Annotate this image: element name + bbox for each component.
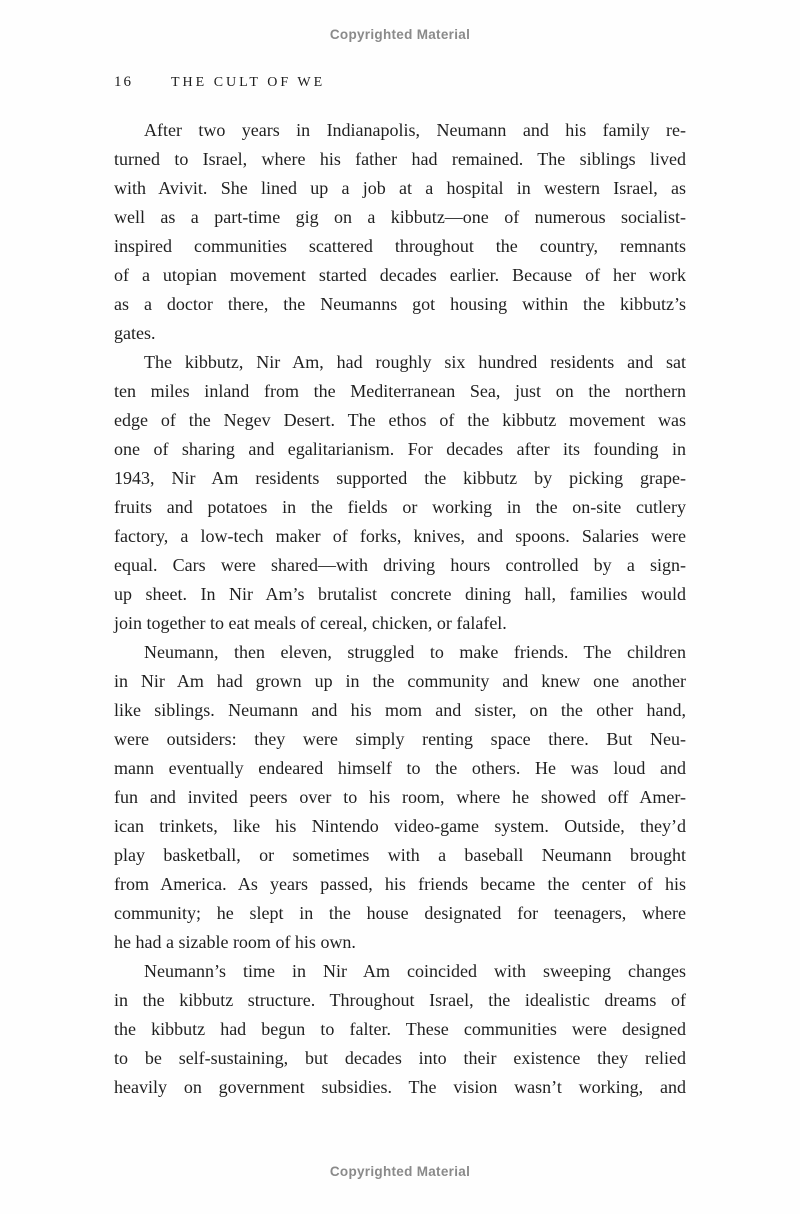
text-line: in the kibbutz structure. Throughout Israel, the idealistic dreams of <box>114 990 686 1010</box>
copyright-notice-bottom: Copyrighted Material <box>329 1164 471 1179</box>
text-line: he had a sizable room of his own. <box>114 932 356 952</box>
text-line: gates. <box>114 323 156 343</box>
paragraph <box>114 116 686 348</box>
text-line: play basketball, or sometimes with a baseball Neumann brought <box>114 845 686 865</box>
page-number: 16 <box>114 74 133 90</box>
text-line: ican trinkets, like his Nintendo video-game system. Outside, they’d <box>114 816 686 836</box>
text-line: fruits and potatoes in the fields or working in the on-site cutlery <box>114 497 686 517</box>
text-line: After two years in Indianapolis, Neumann and his family re- <box>144 120 686 140</box>
text-line: edge of the Negev Desert. The ethos of the kibbutz movement was <box>114 410 686 430</box>
text-line: well as a part-time gig on a kibbutz—one of numerous socialist- <box>114 207 686 227</box>
text-line: were outsiders: they were simply renting space there. But Neu- <box>114 729 686 749</box>
text-line: the kibbutz had begun to falter. These communities were designed <box>114 1019 686 1039</box>
text-line: mann eventually endeared himself to the others. He was loud and <box>114 758 686 778</box>
text-line: 1943, Nir Am residents supported the kibbutz by picking grape- <box>114 468 686 488</box>
text-line: of a utopian movement started decades earlier. Because of her work <box>114 265 686 285</box>
text-line: Neumann, then eleven, struggled to make friends. The children <box>144 642 686 662</box>
paragraph <box>114 957 686 1102</box>
text-line: fun and invited peers over to his room, where he showed off Amer- <box>114 787 686 807</box>
text-line: heavily on government subsidies. The vision wasn’t working, and <box>114 1077 686 1097</box>
paragraph <box>114 638 686 957</box>
text-line: equal. Cars were shared—with driving hours controlled by a sign- <box>114 555 686 575</box>
text-line: turned to Israel, where his father had remained. The siblings lived <box>114 149 686 169</box>
text-line: in Nir Am had grown up in the community and knew one another <box>114 671 686 691</box>
text-line: like siblings. Neumann and his mom and sister, on the other hand, <box>114 700 686 720</box>
copyright-notice-top: Copyrighted Material <box>329 27 471 42</box>
text-line: up sheet. In Nir Am’s brutalist concrete dining hall, families would <box>114 584 686 604</box>
text-line: ten miles inland from the Mediterranean Sea, just on the northern <box>114 381 686 401</box>
text-line: The kibbutz, Nir Am, had roughly six hundred residents and sat <box>144 352 686 372</box>
text-line: inspired communities scattered throughout the country, remnants <box>114 236 686 256</box>
text-line: to be self-sustaining, but decades into their existence they relied <box>114 1048 686 1068</box>
text-line: one of sharing and egalitarianism. For decades after its founding in <box>114 439 686 459</box>
paragraph <box>114 348 686 638</box>
text-line: Neumann’s time in Nir Am coincided with sweeping changes <box>144 961 686 981</box>
text-line: from America. As years passed, his friends became the center of his <box>114 874 686 894</box>
running-header <box>114 74 325 91</box>
book-title: THE CULT OF WE <box>171 75 326 90</box>
text-line: community; he slept in the house designated for teenagers, where <box>114 903 686 923</box>
text-line: with Avivit. She lined up a job at a hospital in western Israel, as <box>114 178 686 198</box>
text-line: as a doctor there, the Neumanns got housing within the kibbutz’s <box>114 294 686 314</box>
text-line: join together to eat meals of cereal, chicken, or falafel. <box>114 613 507 633</box>
page-body <box>114 116 686 1102</box>
text-line: factory, a low-tech maker of forks, knives, and spoons. Salaries were <box>114 526 686 546</box>
